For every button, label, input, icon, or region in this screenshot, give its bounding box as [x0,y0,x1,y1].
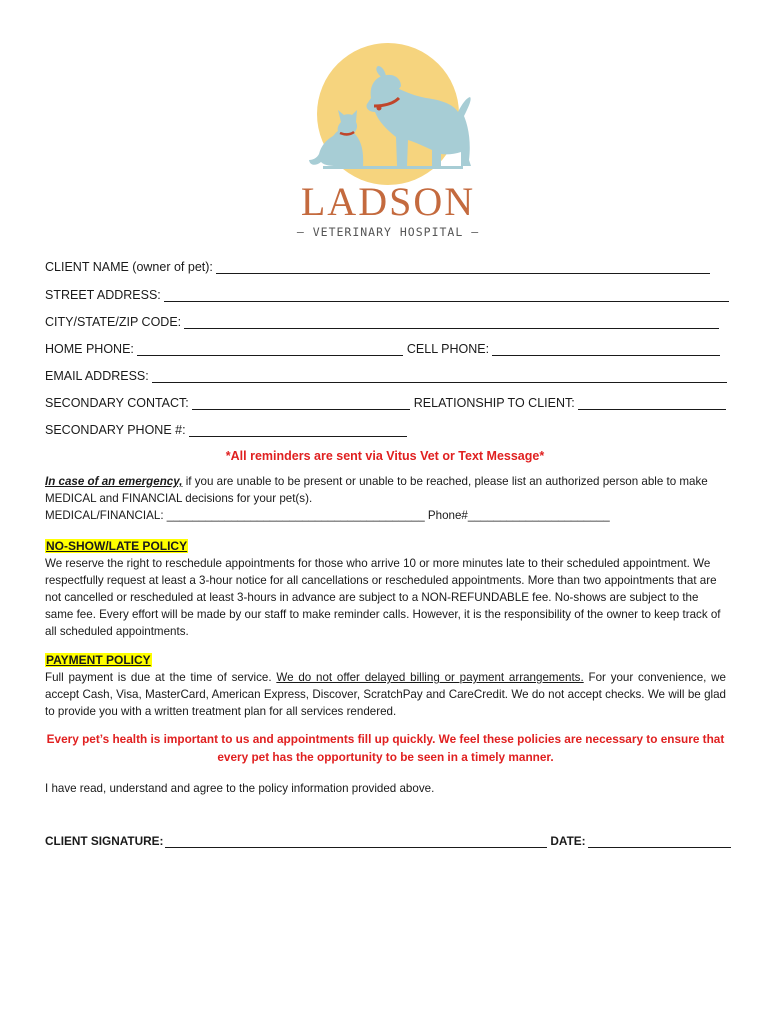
home-phone-field[interactable] [137,342,403,356]
relationship-label: RELATIONSHIP TO CLIENT: [413,396,575,410]
email-row [45,367,727,383]
payment-text-b: For your convenience, we accept Cash, Visa, MasterCard, American Express, Discover, ScratchPay and CareCredit. We do not accept checks. We will be glad to provide you with a written treatment plan for all services rendered. [45,671,726,718]
city-state-zip-field[interactable] [184,315,719,329]
client-name-label: CLIENT NAME (owner of pet): [45,260,213,274]
phone-row [45,340,720,356]
city-state-zip-label: CITY/STATE/ZIP CODE: [45,315,182,329]
dog-tag-icon [377,106,382,111]
noshow-heading: NO-SHOW/LATE POLICY [46,539,188,553]
client-name-field[interactable] [216,260,710,274]
emergency-lead: In case of an emergency, [45,475,183,488]
email-field[interactable] [152,369,727,383]
hospital-subtitle: — VETERINARY HOSPITAL — [296,225,480,239]
secondary-contact-row [45,394,726,410]
home-phone-label: HOME PHONE: [45,342,134,356]
client-signature-field[interactable] [165,834,547,848]
secondary-phone-field[interactable] [189,423,407,437]
secondary-phone-label: SECONDARY PHONE #: [45,423,186,437]
street-address-field[interactable] [164,288,729,302]
date-field[interactable] [588,834,731,848]
signature-row [45,832,731,848]
payment-text-a: Full payment is due at the time of service. [45,671,277,684]
reminder-notice: *All reminders are sent via Vitus Vet or Text Message* [225,449,545,463]
secondary-phone-row [45,421,407,437]
noshow-section [45,538,726,640]
emergency-text: if you are unable to be present or unable to be reached, please list an authorized person able to make MEDICAL and FINANCIAL decisions for your pet(s). [45,475,708,505]
relationship-field[interactable] [578,396,726,410]
street-address-label: STREET ADDRESS: [45,288,161,302]
payment-no-billing: We do not offer delayed billing or payment arrangements. [276,671,584,684]
medical-financial-line[interactable]: MEDICAL/FINANCIAL: ________________________________________ Phone#______________________ [45,509,610,522]
secondary-contact-label: SECONDARY CONTACT: [45,396,189,410]
date-label: DATE: [550,834,586,848]
agreement-text: I have read, understand and agree to the policy information provided above. [45,782,435,795]
hospital-name: LADSON [300,179,476,224]
noshow-text: We reserve the right to reschedule appointments for those who arrive 10 or more minutes late to their scheduled appointment. We respectfully request at least a 3-hour notice for all cancellations or rescheduled appointments. More than two appointments that are not cancelled or rescheduled at least 3-hours in advance are subject to a NON-REFUNDABLE fee. No-shows are subject to the same fee. Every effort will be made by our staff to make reminder calls. However, it is the responsibility of the owner to keep track of all scheduled appointments. [45,557,721,638]
cell-phone-label: CELL PHONE: [406,342,490,356]
client-name-row [45,258,710,274]
street-address-row [45,286,729,302]
secondary-contact-field[interactable] [192,396,410,410]
payment-heading: PAYMENT POLICY [46,653,151,667]
client-signature-label: CLIENT SIGNATURE: [45,834,164,848]
payment-section [45,652,726,720]
emergency-section [45,473,726,524]
email-label: EMAIL ADDRESS: [45,369,149,383]
cell-phone-field[interactable] [492,342,720,356]
ground-line [323,166,463,169]
city-state-zip-row [45,313,719,329]
important-notice: Every pet’s health is important to us and appointments fill up quickly. We feel these policies are necessary to ensure that every pet has the opportunity to be seen in a timely manner. [46,732,725,764]
